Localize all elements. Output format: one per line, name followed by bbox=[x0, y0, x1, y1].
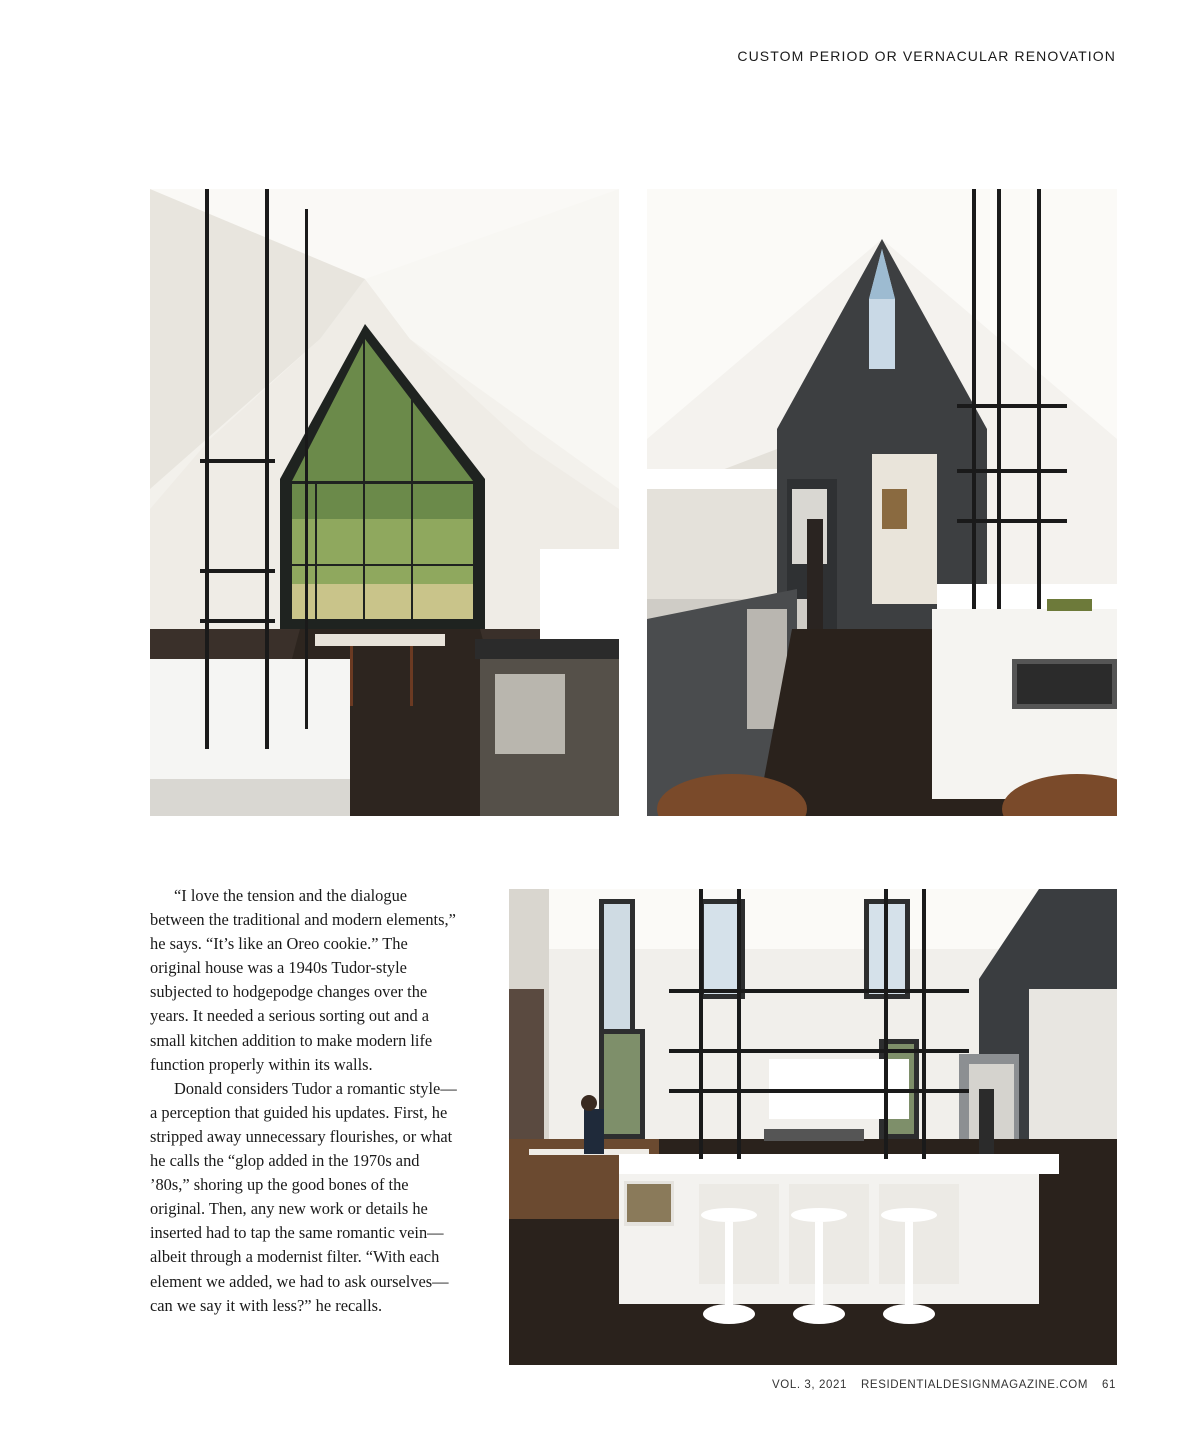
issue-volume: VOL. 3, 2021 bbox=[772, 1379, 848, 1391]
magazine-website: RESIDENTIALDESIGNMAGAZINE.COM bbox=[861, 1379, 1088, 1391]
kitchen-dark-gable-photo bbox=[647, 189, 1117, 816]
page-number: 61 bbox=[1102, 1379, 1116, 1391]
kitchen-gable-window-photo bbox=[150, 189, 619, 816]
section-header: CUSTOM PERIOD OR VERNACULAR RENOVATION bbox=[737, 48, 1116, 64]
article-body bbox=[150, 884, 462, 1318]
page-footer bbox=[772, 1379, 1116, 1391]
kitchen-island-photo bbox=[509, 889, 1117, 1365]
article-paragraph: Donald considers Tudor a romantic style—a perception that guided his updates. First, he stripped away unnecessary flourishes, or what he calls the “glop added in the 1970s and ’80s,” shoring up the good bones of the original. Then, any new work or details he inserted had to tap the same romantic vein—albeit through a modernist filter. “With each element we added, we had to ask ourselves—can we say it with less?” he recalls. bbox=[150, 1078, 457, 1315]
article-paragraph: “I love the tension and the dialogue between the traditional and modern elements,” he says. “It’s like an Oreo cookie.” The original house was a 1940s Tudor-style subjected to hodgepodge changes over the years. It needed a serious sorting out and a small kitchen addition to make modern life function properly within its walls. bbox=[150, 886, 456, 1074]
